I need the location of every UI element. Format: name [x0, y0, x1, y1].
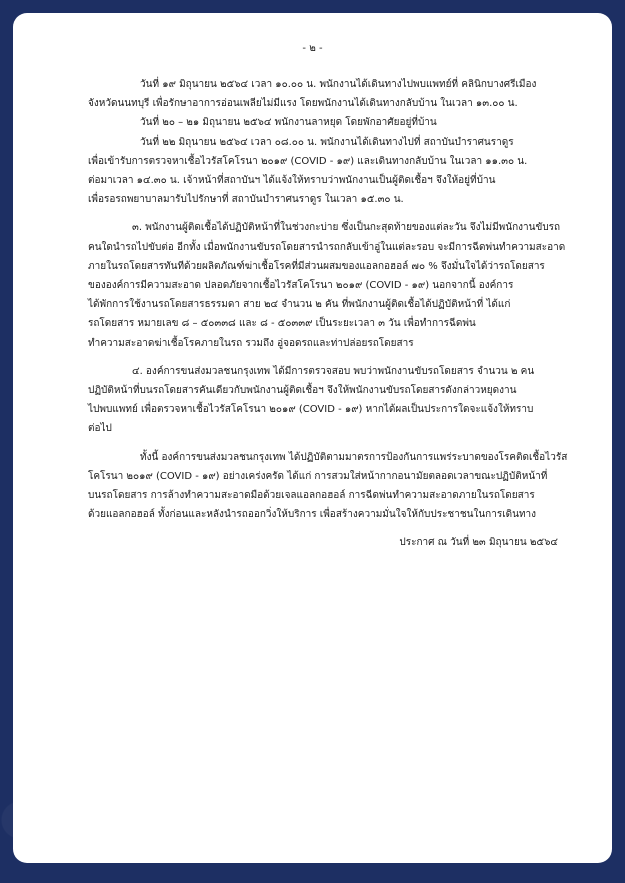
text-line: ไปพบแพทย์ เพื่อตรวจหาเชื้อไวรัสโคโรนา ๒๐๑๙ (COVID - ๑๙) หากได้ผลเป็นประการใดจะแจ้งให้ทราบ	[88, 404, 534, 416]
paragraph-june-20-21	[88, 113, 566, 132]
text-line: เพื่อเข้ารับการตรวจหาเชื้อไวรัสโคโรนา ๒๐๑๙ (COVID - ๑๙) และเดินทางกลับบ้าน ในเวลา ๑๑.๓๐ น.	[88, 155, 528, 167]
text-line: วันที่ ๒๐ – ๒๑ มิถุนายน ๒๕๖๔ พนักงานลาหยุด โดยพักอาศัยอยู่ที่บ้าน	[140, 117, 437, 129]
text-line: คนใดนำรถไปขับต่อ อีกทั้ง เมื่อพนักงานขับรถโดยสารนำรถกลับเข้าอู่ในแต่ละรอบ จะมีการฉีดพ่นทำความสะอาด	[88, 241, 566, 253]
text-line: โคโรนา ๒๐๑๙ (COVID - ๑๙) อย่างเคร่งครัด ได้แก่ การสวมใส่หน้ากากอนามัยตลอดเวลาขณะปฏิบัติหน้าที่	[88, 470, 548, 482]
paragraph-item-4	[88, 362, 566, 439]
text-line: ได้พักการใช้งานรถโดยสารธรรมดา สาย ๒๔ จำนวน ๒ คัน ที่พนักงานผู้ติดเชื้อได้ปฏิบัติหน้าที่ ได้แก่	[88, 299, 511, 311]
paragraph-june-22	[88, 133, 566, 210]
page-number: - ๒ -	[302, 43, 323, 54]
text-line: ด้วยแอลกอฮอล์ ทั้งก่อนและหลังนำรถออกวิ่งให้บริการ เพื่อสร้างความมั่นใจให้กับประชาชนในการเดินทาง	[88, 509, 537, 521]
document-page	[13, 13, 612, 863]
text-line: ๓. พนักงานผู้ติดเชื้อได้ปฏิบัติหน้าที่ในช่วงกะบ่าย ซึ่งเป็นกะสุดท้ายของแต่ละวัน จึงไม่มีพนักงานขับรถ	[132, 222, 561, 234]
text-line: ปฏิบัติหน้าที่บนรถโดยสารคันเดียวกับพนักงานผู้ติดเชื้อฯ จึงให้พนักงานขับรถโดยสารดังกล่าวหยุดงาน	[88, 385, 517, 397]
text-line: วันที่ ๑๙ มิถุนายน ๒๕๖๔ เวลา ๑๐.๐๐ น. พนักงานได้เดินทางไปพบแพทย์ที่ คลินิกบางศรีเมือง	[140, 79, 537, 90]
text-line: วันที่ ๒๒ มิถุนายน ๒๕๖๔ เวลา ๐๘.๐๐ น. พนักงานได้เดินทางไปที่ สถาบันบำราศนราดูร	[140, 136, 514, 148]
text-line: จังหวัดนนทบุรี เพื่อรักษาอาการอ่อนเพลียไม่มีแรง โดยพนักงานได้เดินทางกลับบ้าน ในเวลา ๑๓.๐๐ น.	[88, 98, 518, 110]
text-line: ต่อมาเวลา ๑๔.๓๐ น. เจ้าหน้าที่สถาบันฯ ได้แจ้งให้ทราบว่าพนักงานเป็นผู้ติดเชื้อฯ จึงให้อยู่ที่บ้าน	[88, 175, 496, 187]
text-line: ทำความสะอาดฆ่าเชื้อโรคภายในรถ รวมถึง อู่จอดรถและท่าปล่อยรถโดยสาร	[88, 337, 414, 349]
text-line: ทั้งนี้ องค์การขนส่งมวลชนกรุงเทพ ได้ปฏิบัติตามมาตรการป้องกันการแพร่ระบาดของโรคติดเชื้อไวรัส	[140, 451, 568, 463]
paragraph-june-19	[88, 75, 566, 113]
text-line: ภายในรถโดยสารทันทีด้วยผลิตภัณฑ์ฆ่าเชื้อโรคที่มีส่วนผสมของแอลกอฮอล์ ๗๐ % จึงมั่นใจได้ว่ารถโดยสาร	[88, 260, 545, 272]
text-line: รถโดยสาร หมายเลข ๘ – ๕๐๓๓๘ และ ๘ - ๕๐๓๓๙ เป็นระยะเวลา ๓ วัน เพื่อทำการฉีดพ่น	[88, 318, 476, 330]
text-line: บนรถโดยสาร การล้างทำความสะอาดมือด้วยเจลแอลกอฮอล์ การฉีดพ่นทำความสะอาดภายในรถโดยสาร	[88, 490, 535, 502]
text-line: ขององค์การมีความสะอาด ปลอดภัยจากเชื้อไวรัสโคโรนา ๒๐๑๙ (COVID - ๑๙) นอกจากนี้ องค์การ	[88, 280, 514, 292]
text-line: ๔. องค์การขนส่งมวลชนกรุงเทพ ได้มีการตรวจสอบ พบว่าพนักงานขับรถโดยสาร จำนวน ๒ คน	[132, 365, 535, 377]
paragraph-conclusion	[88, 448, 566, 525]
announcement-date: ประกาศ ณ วันที่ ๒๓ มิถุนายน ๒๕๖๔	[399, 537, 558, 549]
paragraph-item-3	[88, 218, 566, 352]
text-line: ต่อไป	[88, 423, 112, 435]
text-line: เพื่อรอรถพยาบาลมารับไปรักษาที่ สถาบันบำราศนราดูร ในเวลา ๑๕.๓๐ น.	[88, 194, 404, 206]
document-body	[88, 75, 566, 553]
